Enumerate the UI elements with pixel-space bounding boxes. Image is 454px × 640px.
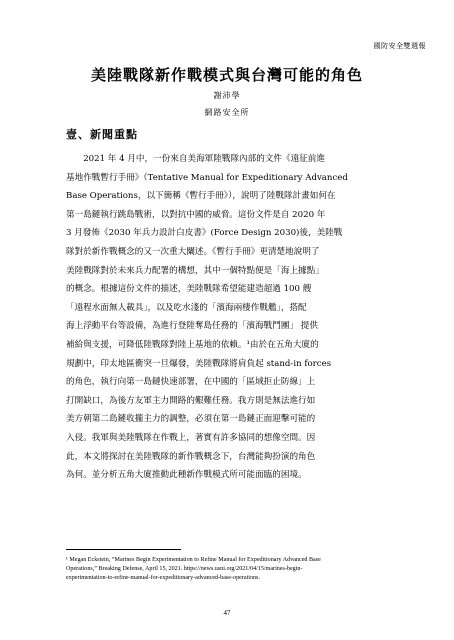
body-line: 入侵。我軍與美陸戰隊在作戰上，著實有許多協同的想像空間。因 bbox=[66, 432, 316, 443]
publication-header: 國防安全雙週報 bbox=[373, 42, 426, 50]
footnote bbox=[66, 556, 390, 583]
author-name: 謝沛學 bbox=[213, 91, 241, 100]
body-line: 基地作戰暫行手冊》（Tentative Manual for Expeditionary Advanced bbox=[66, 172, 348, 183]
page-number: 47 bbox=[223, 609, 231, 617]
body-line: 打開缺口，為後方友軍主力開路的艱難任務。我方則是無法進行如 bbox=[66, 395, 316, 406]
body-line: Base Operations，以下簡稱《暫行手冊》），說明了陸戰隊計畫如何在 bbox=[66, 191, 336, 202]
body-line: 補給與支援，可降低陸戰隊對陸上基地的依賴。¹由於在五角大廈的 bbox=[66, 339, 319, 350]
footnote-line: ¹ Megan Eckstein, “Marines Begin Experimentation to Refine Manual for Expeditionary Advanced Base bbox=[66, 557, 321, 563]
body-line: 第一島鏈執行跳島戰術，以對抗中國的威脅。這份文件是自 2020 年 bbox=[66, 209, 326, 220]
body-line: 「遠程水面無人載具」，以及吃水淺的「濱海兩棲作戰艦」，搭配 bbox=[66, 302, 307, 313]
body-line: 隊對於新作戰概念的又一次重大闡述。《暫行手冊》更清楚地說明了 bbox=[66, 246, 320, 257]
footnote-line: experimentation-to-refine-manual-for-expeditionary-advanced-base-operations. bbox=[66, 575, 260, 581]
body-line: 此，本文將探討在美陸戰隊的新作戰概念下，台灣能夠扮演的角色 bbox=[66, 451, 316, 462]
article-title: 美陸戰隊新作戰模式與台灣可能的角色 bbox=[90, 66, 363, 84]
body-line: 美方朝第二島鏈收攏主力的調整，必須在第一島鏈正面迎擊可能的 bbox=[66, 414, 316, 425]
body-line: 為何。並分析五角大廈推動此種新作戰模式所可能面臨的困境。 bbox=[66, 470, 307, 481]
footnote-line: Operations,” Breaking Defense, April 15, 2021. https://news.usni.org/2021/04/15/marines-begin- bbox=[66, 566, 303, 572]
author-affiliation: 網路安全所 bbox=[204, 108, 250, 117]
body-line: 3 月發佈《2030 年兵力設計白皮書》(Force Design 2030)後，美陸戰 bbox=[66, 228, 343, 239]
body-text bbox=[66, 150, 390, 485]
body-line: 美陸戰隊對於未來兵力配署的構想，其中一個特點便是「海上據點」 bbox=[66, 265, 324, 276]
body-line: 的概念。根據這份文件的描述，美陸戰隊希望能建造超過 100 艘 bbox=[66, 284, 312, 295]
footnote-divider bbox=[66, 549, 181, 550]
body-line: 2021 年 4 月中，一份來自美海軍陸戰隊內部的文件《遠征前進 bbox=[66, 154, 325, 164]
body-line: 海上浮動平台等設備，為進行登陸奪島任務的「濱海戰鬥團」 提供 bbox=[66, 321, 318, 332]
section-heading: 壹、新聞重點 bbox=[66, 128, 138, 141]
body-line: 規劃中，印太地區衝突一旦爆發，美陸戰隊將肩負起 stand-in forces bbox=[66, 358, 332, 369]
body-line: 的角色，執行向第一島鏈快速部署，在中國的「區域拒止防線」上 bbox=[66, 377, 316, 388]
